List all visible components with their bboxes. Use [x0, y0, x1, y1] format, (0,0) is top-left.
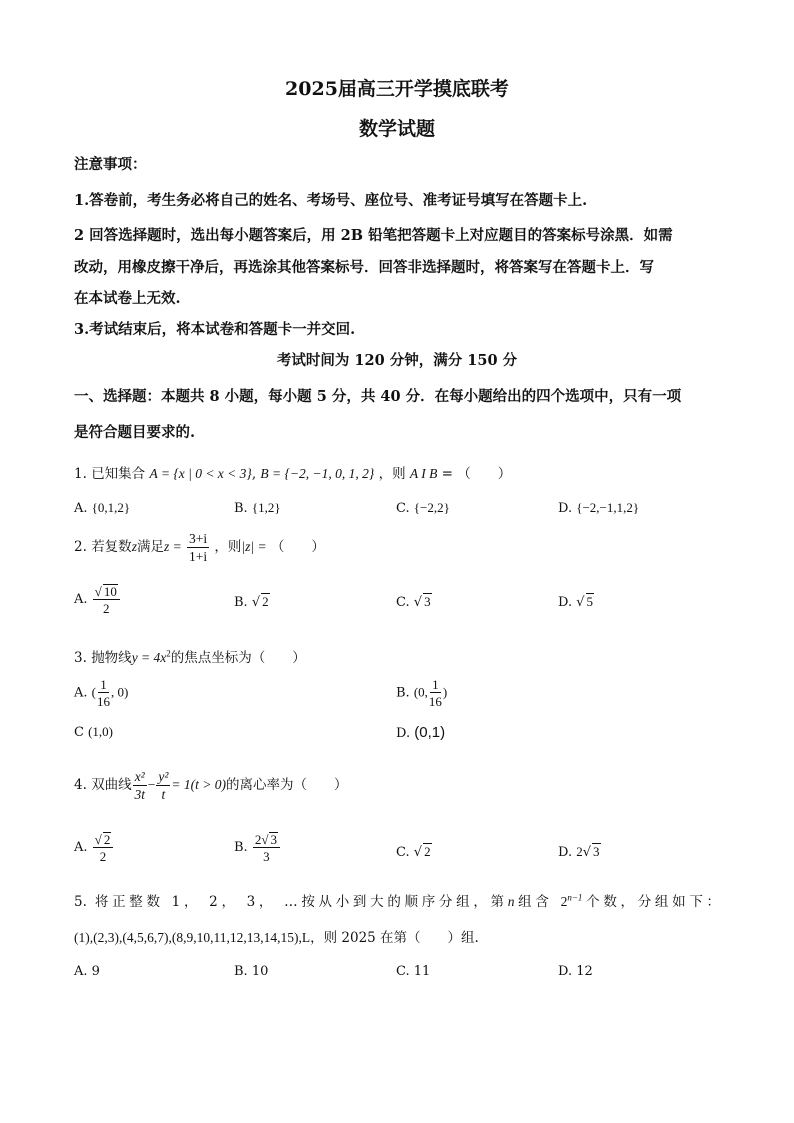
q1-blank: = （ ）	[441, 466, 512, 482]
q1-expr: A I B	[409, 466, 438, 481]
q5-option-c: C. 11	[396, 964, 431, 979]
q1-set-b: B = {−2, −1, 0, 1, 2}	[260, 466, 375, 481]
q5-groups: (1),(2,3),(4,5,6,7),(8,9,10,11,12,13,14,15),L	[74, 930, 311, 945]
q1-option-a: A. {0,1,2}	[74, 500, 131, 516]
exam-subtitle: 数学试题	[358, 118, 435, 140]
q5-option-b: B. 10	[234, 964, 269, 979]
exam-title: 2025届高三开学摸底联考	[285, 78, 509, 100]
exam-time: 考试时间为 120 分钟，满分 150 分	[276, 352, 518, 369]
notice-item-3: 3.考试结束后，将本试卷和答题卡一并交回.	[74, 321, 356, 338]
question-2: 2. 若复数z满足z = $\frac{3+i}{1+i}$ ，则|z| = （ ）	[74, 531, 325, 564]
q3-option-c: C (1,0)	[74, 724, 114, 740]
q2-option-c: C. √ 3	[396, 594, 431, 610]
q4-option-d: D. 2√ 3	[558, 844, 600, 860]
q1-number: 1.	[74, 466, 87, 482]
q1-option-d: D. {−2,−1,1,2}	[558, 500, 640, 516]
notice-item-2-line2: 改动，用橡皮擦干净后，再选涂其他答案标号．回答非选择题时，将答案写在答题卡上．写	[74, 259, 654, 276]
notice-item-1: 1.答卷前，考生务必将自己的姓名、考场号、座位号、准考证号填写在答题卡上.	[74, 192, 588, 209]
q3-option-a: A. ( $\frac{1}{16}$ , 0)	[74, 677, 129, 709]
q1-set-a: A = {x | 0 < x < 3}	[149, 466, 252, 481]
q2-fraction: $\frac{3+i}{1+i}$	[189, 531, 208, 564]
q1-option-b: B. {1,2}	[234, 500, 281, 516]
q5-option-a: A. 9	[74, 964, 100, 979]
q2-option-a: A. $\frac{√ 10}{2}$	[74, 584, 121, 615]
q4-option-c: C. √ 2	[396, 844, 431, 860]
q3-option-d: D. (0,1)	[396, 724, 446, 741]
question-1: 1. 已知集合 A = {x | 0 < x < 3}, B = {−2, −1, 0, 1, 2} ，则 A I B = （ ）	[74, 466, 512, 482]
notice-item-2-line3: 在本试卷上无效.	[74, 290, 181, 307]
section-1-intro-line1: 一、选择题：本题共 8 小题，每小题 5 分，共 40 分．在每小题给出的四个选项中，只有一项	[74, 388, 682, 405]
q3-option-b: B. (0, $\frac{1}{16}$ )	[396, 677, 448, 709]
question-5-line2: (1),(2,3),(4,5,6,7),(8,9,10,11,12,13,14,15),L，则 2025 在第（ ）组.	[74, 930, 479, 946]
q4-option-a: A. $\frac{√ 2}{2}$	[74, 832, 114, 863]
question-3: 3. 抛物线$y = 4x^2$的焦点坐标为（ ）	[74, 648, 306, 666]
question-4: 4. 双曲线 $\frac{\text{x²}}{3t}$ − $\frac{\text{y²}}{t}$ = 1(t > 0)的离心率为（ ）	[74, 769, 348, 802]
q5-option-d: D. 12	[558, 964, 593, 979]
q1-pre: 已知集合	[91, 466, 146, 482]
q2-option-d: D. √ 5	[558, 594, 594, 610]
q1-post: ，则	[378, 466, 406, 482]
notice-heading: 注意事项：	[74, 156, 147, 173]
section-1-intro-line2: 是符合题目要求的.	[74, 424, 196, 441]
question-5-line1: 5. 将正整数 1， 2， 3， …按从小到大的顺序分组，第n组含 $2^{n-1}$个数，分组如下：	[74, 892, 721, 910]
notice-item-2-line1: 2 回答选择题时，选出每小题答案后，用 2B 铅笔把答题卡上对应题目的答案标号涂黑．如需	[74, 227, 673, 244]
q2-option-b: B. √ 2	[234, 594, 269, 610]
q1-option-c: C. {−2,2}	[396, 500, 450, 516]
q4-option-b: B. $\frac{2√ 3}{3}$	[234, 832, 281, 863]
